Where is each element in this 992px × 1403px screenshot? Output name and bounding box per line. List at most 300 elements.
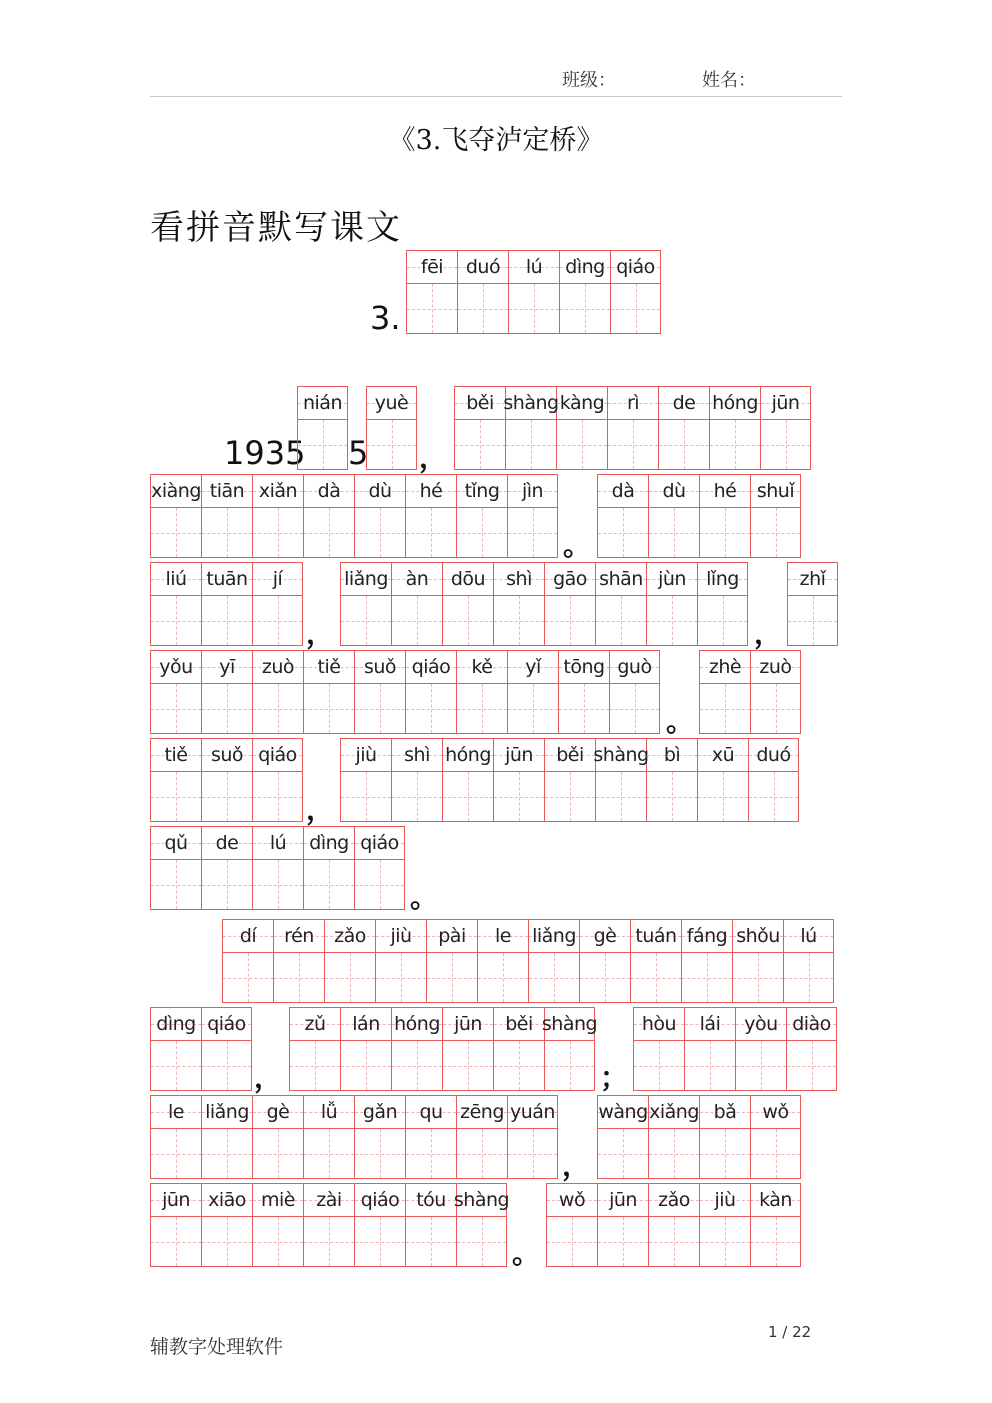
writing-cell[interactable]: [559, 250, 610, 334]
writing-cell[interactable]: [303, 826, 354, 910]
character-box[interactable]: [508, 508, 557, 557]
character-box[interactable]: [151, 684, 201, 733]
writing-cell[interactable]: [646, 738, 697, 822]
writing-cell[interactable]: [648, 1183, 699, 1267]
character-box[interactable]: [298, 420, 347, 469]
character-box[interactable]: [304, 684, 354, 733]
character-box[interactable]: [787, 1041, 836, 1090]
writing-cell[interactable]: [252, 1095, 303, 1179]
character-box[interactable]: [455, 420, 505, 469]
writing-cell[interactable]: [405, 650, 456, 734]
writing-cell[interactable]: [150, 650, 201, 734]
writing-cell[interactable]: [150, 1007, 201, 1091]
character-box[interactable]: [596, 772, 646, 821]
pinyin-text: suǒ: [363, 656, 397, 678]
pinyin-label: [649, 1096, 699, 1129]
character-box[interactable]: [611, 284, 660, 333]
writing-cell[interactable]: [681, 919, 732, 1003]
character-box[interactable]: [545, 596, 595, 645]
writing-cell[interactable]: [709, 386, 760, 470]
character-box[interactable]: [478, 953, 528, 1002]
writing-cell[interactable]: [150, 1183, 201, 1267]
pinyin-label: [545, 563, 595, 596]
character-box[interactable]: [151, 860, 201, 909]
character-box[interactable]: [151, 508, 201, 557]
character-box[interactable]: [151, 772, 201, 821]
pinyin-grid: [597, 474, 801, 558]
character-box[interactable]: [736, 1041, 786, 1090]
writing-cell[interactable]: [456, 650, 507, 734]
writing-cell[interactable]: [507, 1095, 558, 1179]
writing-cell[interactable]: [787, 562, 838, 646]
character-box[interactable]: [304, 1129, 354, 1178]
writing-cell[interactable]: [354, 650, 405, 734]
character-box[interactable]: [367, 420, 416, 469]
character-box[interactable]: [443, 1041, 493, 1090]
character-box[interactable]: [304, 860, 354, 909]
writing-cell[interactable]: [201, 826, 252, 910]
writing-cell[interactable]: [507, 474, 558, 558]
writing-cell[interactable]: [507, 650, 558, 734]
writing-cell[interactable]: [597, 1183, 648, 1267]
writing-cell[interactable]: [697, 562, 748, 646]
character-box[interactable]: [700, 1129, 750, 1178]
pinyin-label: [253, 651, 303, 684]
character-box[interactable]: [649, 1217, 699, 1266]
character-box[interactable]: [557, 420, 607, 469]
character-box[interactable]: [355, 508, 405, 557]
character-box[interactable]: [392, 596, 442, 645]
writing-cell[interactable]: [457, 250, 508, 334]
writing-cell[interactable]: [697, 738, 748, 822]
writing-cell[interactable]: [201, 1183, 252, 1267]
character-box[interactable]: [304, 508, 354, 557]
character-box[interactable]: [253, 1217, 303, 1266]
pinyin-grid: [150, 562, 303, 646]
writing-cell[interactable]: [508, 250, 559, 334]
character-box[interactable]: [443, 772, 493, 821]
writing-cell[interactable]: [222, 919, 273, 1003]
writing-cell[interactable]: [630, 919, 681, 1003]
writing-cell[interactable]: [405, 1183, 456, 1267]
character-box[interactable]: [355, 684, 405, 733]
pinyin-label: [649, 1184, 699, 1217]
writing-cell[interactable]: [503, 386, 559, 470]
writing-cell[interactable]: [750, 1095, 801, 1179]
pinyin-text: shān: [599, 568, 643, 590]
pinyin-text: qiáo: [411, 656, 451, 678]
character-box[interactable]: [151, 596, 201, 645]
writing-cell[interactable]: [546, 1183, 597, 1267]
writing-cell[interactable]: [610, 250, 661, 334]
pinyin-text: dà: [611, 480, 635, 502]
pinyin-text: lǚ: [320, 1101, 338, 1123]
character-box[interactable]: [685, 1041, 735, 1090]
writing-cell[interactable]: [150, 738, 201, 822]
writing-cell[interactable]: [646, 562, 697, 646]
pinyin-text: yǒu: [159, 656, 193, 678]
pinyin-grid: [150, 1183, 510, 1267]
character-box[interactable]: [598, 1129, 648, 1178]
page-title: 《3.飞夺泸定桥》: [388, 125, 604, 156]
writing-cell[interactable]: [579, 919, 630, 1003]
writing-cell[interactable]: [544, 562, 595, 646]
character-box[interactable]: [788, 596, 837, 645]
character-box[interactable]: [761, 420, 810, 469]
writing-cell[interactable]: [633, 1007, 684, 1091]
writing-cell[interactable]: [595, 562, 646, 646]
character-box[interactable]: [457, 684, 507, 733]
writing-cell[interactable]: [684, 1007, 735, 1091]
character-box[interactable]: [406, 1129, 456, 1178]
writing-cell[interactable]: [252, 474, 303, 558]
character-box[interactable]: [223, 953, 273, 1002]
pinyin-text: xū: [711, 744, 735, 766]
writing-cell[interactable]: [391, 1007, 442, 1091]
writing-cell[interactable]: [658, 386, 709, 470]
writing-cell[interactable]: [456, 1095, 507, 1179]
pinyin-text: bǎ: [713, 1101, 737, 1123]
pinyin-label: [596, 563, 646, 596]
writing-cell[interactable]: [391, 562, 442, 646]
writing-cell[interactable]: [648, 1095, 699, 1179]
pinyin-grid: [150, 650, 660, 734]
pinyin-label: [223, 920, 273, 953]
writing-cell[interactable]: [456, 474, 507, 558]
writing-cell[interactable]: [453, 1183, 510, 1267]
character-box[interactable]: [253, 684, 303, 733]
writing-cell[interactable]: [699, 650, 750, 734]
writing-cell[interactable]: [477, 919, 528, 1003]
pinyin-label: [341, 739, 391, 772]
writing-cell[interactable]: [354, 1183, 405, 1267]
character-box[interactable]: [598, 508, 648, 557]
writing-cell[interactable]: [493, 738, 544, 822]
writing-cell[interactable]: [454, 386, 505, 470]
character-box[interactable]: [253, 1129, 303, 1178]
character-box[interactable]: [341, 1041, 391, 1090]
writing-cell[interactable]: [340, 562, 391, 646]
writing-cell[interactable]: [303, 1095, 354, 1179]
pinyin-text: jí: [272, 568, 283, 590]
pinyin-text: hóng: [445, 744, 491, 766]
pinyin-text: shàng: [453, 1189, 510, 1211]
writing-cell[interactable]: [648, 474, 699, 558]
character-box[interactable]: [751, 508, 800, 557]
writing-cell[interactable]: [366, 386, 417, 470]
character-box[interactable]: [559, 684, 609, 733]
character-box[interactable]: [457, 1129, 507, 1178]
character-box[interactable]: [545, 1041, 594, 1090]
writing-cell[interactable]: [442, 562, 493, 646]
writing-cell[interactable]: [406, 250, 457, 334]
pinyin-label: [453, 1184, 510, 1217]
character-box[interactable]: [392, 1041, 442, 1090]
pinyin-text: shuǐ: [756, 480, 795, 502]
writing-cell[interactable]: [201, 562, 252, 646]
writing-cell[interactable]: [150, 1095, 201, 1179]
character-box[interactable]: [610, 684, 659, 733]
character-box[interactable]: [598, 1217, 648, 1266]
writing-cell[interactable]: [699, 1095, 750, 1179]
character-box[interactable]: [427, 953, 477, 1002]
character-box[interactable]: [508, 1129, 557, 1178]
character-box[interactable]: [749, 772, 798, 821]
character-box[interactable]: [253, 772, 302, 821]
writing-cell[interactable]: [597, 1095, 648, 1179]
writing-cell[interactable]: [340, 738, 391, 822]
pinyin-text: jūn: [505, 744, 533, 766]
character-box[interactable]: [253, 860, 303, 909]
writing-cell[interactable]: [735, 1007, 786, 1091]
pinyin-text: yuán: [510, 1101, 555, 1123]
pinyin-label: [541, 1008, 598, 1041]
writing-cell[interactable]: [750, 474, 801, 558]
writing-cell[interactable]: [786, 1007, 837, 1091]
character-box[interactable]: [151, 1041, 201, 1090]
writing-cell[interactable]: [405, 474, 456, 558]
character-box[interactable]: [784, 953, 833, 1002]
character-box[interactable]: [494, 772, 544, 821]
writing-cell[interactable]: [732, 919, 783, 1003]
writing-cell[interactable]: [442, 738, 493, 822]
character-box[interactable]: [596, 596, 646, 645]
pinyin-label: [751, 475, 800, 508]
pinyin-text: zēng: [460, 1101, 504, 1123]
pinyin-label: [457, 475, 507, 508]
pinyin-text: nián: [302, 392, 342, 414]
character-box[interactable]: [151, 1129, 201, 1178]
writing-cell[interactable]: [544, 738, 595, 822]
character-box[interactable]: [698, 772, 748, 821]
character-box[interactable]: [529, 953, 579, 1002]
writing-cell[interactable]: [354, 826, 405, 910]
writing-cell[interactable]: [405, 1095, 456, 1179]
pinyin-label: [376, 920, 426, 953]
character-box[interactable]: [407, 284, 457, 333]
pinyin-text: fēi: [420, 256, 444, 278]
character-box[interactable]: [733, 953, 783, 1002]
character-box[interactable]: [202, 684, 252, 733]
character-box[interactable]: [545, 772, 595, 821]
character-box[interactable]: [682, 953, 732, 1002]
character-box[interactable]: [506, 420, 556, 469]
writing-cell[interactable]: [303, 650, 354, 734]
character-box[interactable]: [341, 772, 391, 821]
writing-cell[interactable]: [252, 562, 303, 646]
writing-cell[interactable]: [252, 738, 303, 822]
writing-cell[interactable]: [252, 650, 303, 734]
pinyin-text: liǎng: [532, 925, 576, 947]
writing-cell[interactable]: [750, 650, 801, 734]
character-box[interactable]: [202, 596, 252, 645]
character-box[interactable]: [547, 1217, 597, 1266]
character-box[interactable]: [458, 284, 508, 333]
character-box[interactable]: [253, 508, 303, 557]
punct-comma: ，: [306, 617, 335, 650]
character-box[interactable]: [634, 1041, 684, 1090]
writing-cell[interactable]: [201, 738, 252, 822]
writing-cell[interactable]: [493, 562, 544, 646]
writing-cell[interactable]: [354, 1095, 405, 1179]
writing-cell[interactable]: [303, 474, 354, 558]
writing-cell[interactable]: [783, 919, 834, 1003]
character-box[interactable]: [253, 596, 302, 645]
pinyin-text: kě: [471, 656, 493, 678]
character-box[interactable]: [376, 953, 426, 1002]
character-box[interactable]: [710, 420, 760, 469]
pinyin-text: jūn: [609, 1189, 637, 1211]
character-box[interactable]: [457, 1217, 506, 1266]
character-box[interactable]: [341, 596, 391, 645]
character-box[interactable]: [392, 772, 442, 821]
pinyin-label: [608, 387, 658, 420]
pinyin-text: le: [168, 1101, 184, 1123]
character-box[interactable]: [202, 508, 252, 557]
character-box[interactable]: [580, 953, 630, 1002]
character-box[interactable]: [608, 420, 658, 469]
writing-cell[interactable]: [699, 474, 750, 558]
pinyin-text: shàng: [503, 392, 559, 414]
character-box[interactable]: [631, 953, 681, 1002]
pinyin-label: [392, 739, 442, 772]
pinyin-text: tuān: [206, 568, 248, 590]
writing-cell[interactable]: [297, 386, 348, 470]
character-box[interactable]: [406, 684, 456, 733]
writing-cell[interactable]: [252, 826, 303, 910]
writing-cell[interactable]: [593, 738, 649, 822]
writing-cell[interactable]: [760, 386, 811, 470]
section-title: 看拼音默写课文: [150, 208, 402, 248]
character-box[interactable]: [202, 1041, 251, 1090]
pinyin-label: [355, 827, 404, 860]
writing-cell[interactable]: [303, 1183, 354, 1267]
character-box[interactable]: [649, 508, 699, 557]
writing-cell[interactable]: [324, 919, 375, 1003]
pinyin-text: jūn: [771, 392, 800, 414]
character-box[interactable]: [751, 1217, 800, 1266]
pinyin-grid: [150, 474, 558, 558]
character-box[interactable]: [509, 284, 559, 333]
writing-cell[interactable]: [150, 562, 201, 646]
character-box[interactable]: [406, 1217, 456, 1266]
pinyin-text: lú: [269, 832, 287, 854]
character-box[interactable]: [494, 1041, 544, 1090]
writing-cell[interactable]: [609, 650, 660, 734]
writing-cell[interactable]: [340, 1007, 391, 1091]
writing-cell[interactable]: [750, 1183, 801, 1267]
character-box[interactable]: [290, 1041, 340, 1090]
writing-cell[interactable]: [289, 1007, 340, 1091]
writing-cell[interactable]: [375, 919, 426, 1003]
writing-cell[interactable]: [201, 474, 252, 558]
character-box[interactable]: [202, 860, 252, 909]
pinyin-label: [508, 475, 557, 508]
character-box[interactable]: [355, 1217, 405, 1266]
pinyin-label: [367, 387, 416, 420]
writing-cell[interactable]: [607, 386, 658, 470]
character-box[interactable]: [698, 596, 747, 645]
character-box[interactable]: [304, 1217, 354, 1266]
character-box[interactable]: [700, 508, 750, 557]
writing-cell[interactable]: [558, 650, 609, 734]
character-box[interactable]: [202, 1129, 252, 1178]
pinyin-text: yuè: [374, 392, 409, 414]
writing-cell[interactable]: [442, 1007, 493, 1091]
writing-cell[interactable]: [541, 1007, 598, 1091]
writing-cell[interactable]: [493, 1007, 544, 1091]
character-box[interactable]: [700, 1217, 750, 1266]
character-box[interactable]: [647, 596, 697, 645]
writing-cell[interactable]: [150, 826, 201, 910]
writing-cell[interactable]: [354, 474, 405, 558]
character-box[interactable]: [202, 772, 252, 821]
character-box[interactable]: [457, 508, 507, 557]
character-box[interactable]: [700, 684, 750, 733]
character-box[interactable]: [443, 596, 493, 645]
year-text: 1935: [224, 434, 306, 472]
pinyin-label: [647, 739, 697, 772]
writing-cell[interactable]: [597, 474, 648, 558]
character-box[interactable]: [151, 1217, 201, 1266]
writing-cell[interactable]: [273, 919, 324, 1003]
character-box[interactable]: [751, 684, 800, 733]
pinyin-label: [202, 651, 252, 684]
pinyin-label: [304, 475, 354, 508]
pinyin-label: [290, 1008, 340, 1041]
character-box[interactable]: [355, 1129, 405, 1178]
character-box[interactable]: [494, 596, 544, 645]
pinyin-label: [610, 651, 659, 684]
pinyin-grid: [366, 386, 417, 470]
writing-cell[interactable]: [201, 1095, 252, 1179]
writing-cell[interactable]: [699, 1183, 750, 1267]
writing-cell[interactable]: [556, 386, 607, 470]
writing-cell[interactable]: [391, 738, 442, 822]
pinyin-label: [698, 563, 747, 596]
character-box[interactable]: [647, 772, 697, 821]
writing-cell[interactable]: [252, 1183, 303, 1267]
character-box[interactable]: [508, 684, 558, 733]
character-box[interactable]: [560, 284, 610, 333]
writing-cell[interactable]: [748, 738, 799, 822]
character-box[interactable]: [202, 1217, 252, 1266]
pinyin-text: de: [672, 392, 696, 414]
writing-cell[interactable]: [426, 919, 477, 1003]
character-box[interactable]: [325, 953, 375, 1002]
writing-cell[interactable]: [201, 1007, 252, 1091]
pinyin-text: àn: [405, 568, 429, 590]
pinyin-label: [508, 651, 558, 684]
pinyin-label: [634, 1008, 684, 1041]
pinyin-text: wàng: [598, 1101, 648, 1123]
writing-cell[interactable]: [150, 474, 201, 558]
pinyin-text: liǎng: [205, 1101, 249, 1123]
character-box[interactable]: [649, 1129, 699, 1178]
writing-cell[interactable]: [201, 650, 252, 734]
pinyin-text: tóu: [416, 1189, 446, 1211]
header-divider: [150, 96, 842, 97]
character-box[interactable]: [274, 953, 324, 1002]
pinyin-label: [455, 387, 505, 420]
writing-cell[interactable]: [528, 919, 579, 1003]
character-box[interactable]: [659, 420, 709, 469]
character-box[interactable]: [751, 1129, 800, 1178]
character-box[interactable]: [355, 860, 404, 909]
pinyin-label: [355, 1184, 405, 1217]
character-box[interactable]: [406, 508, 456, 557]
name-label: 姓名：: [702, 70, 756, 91]
